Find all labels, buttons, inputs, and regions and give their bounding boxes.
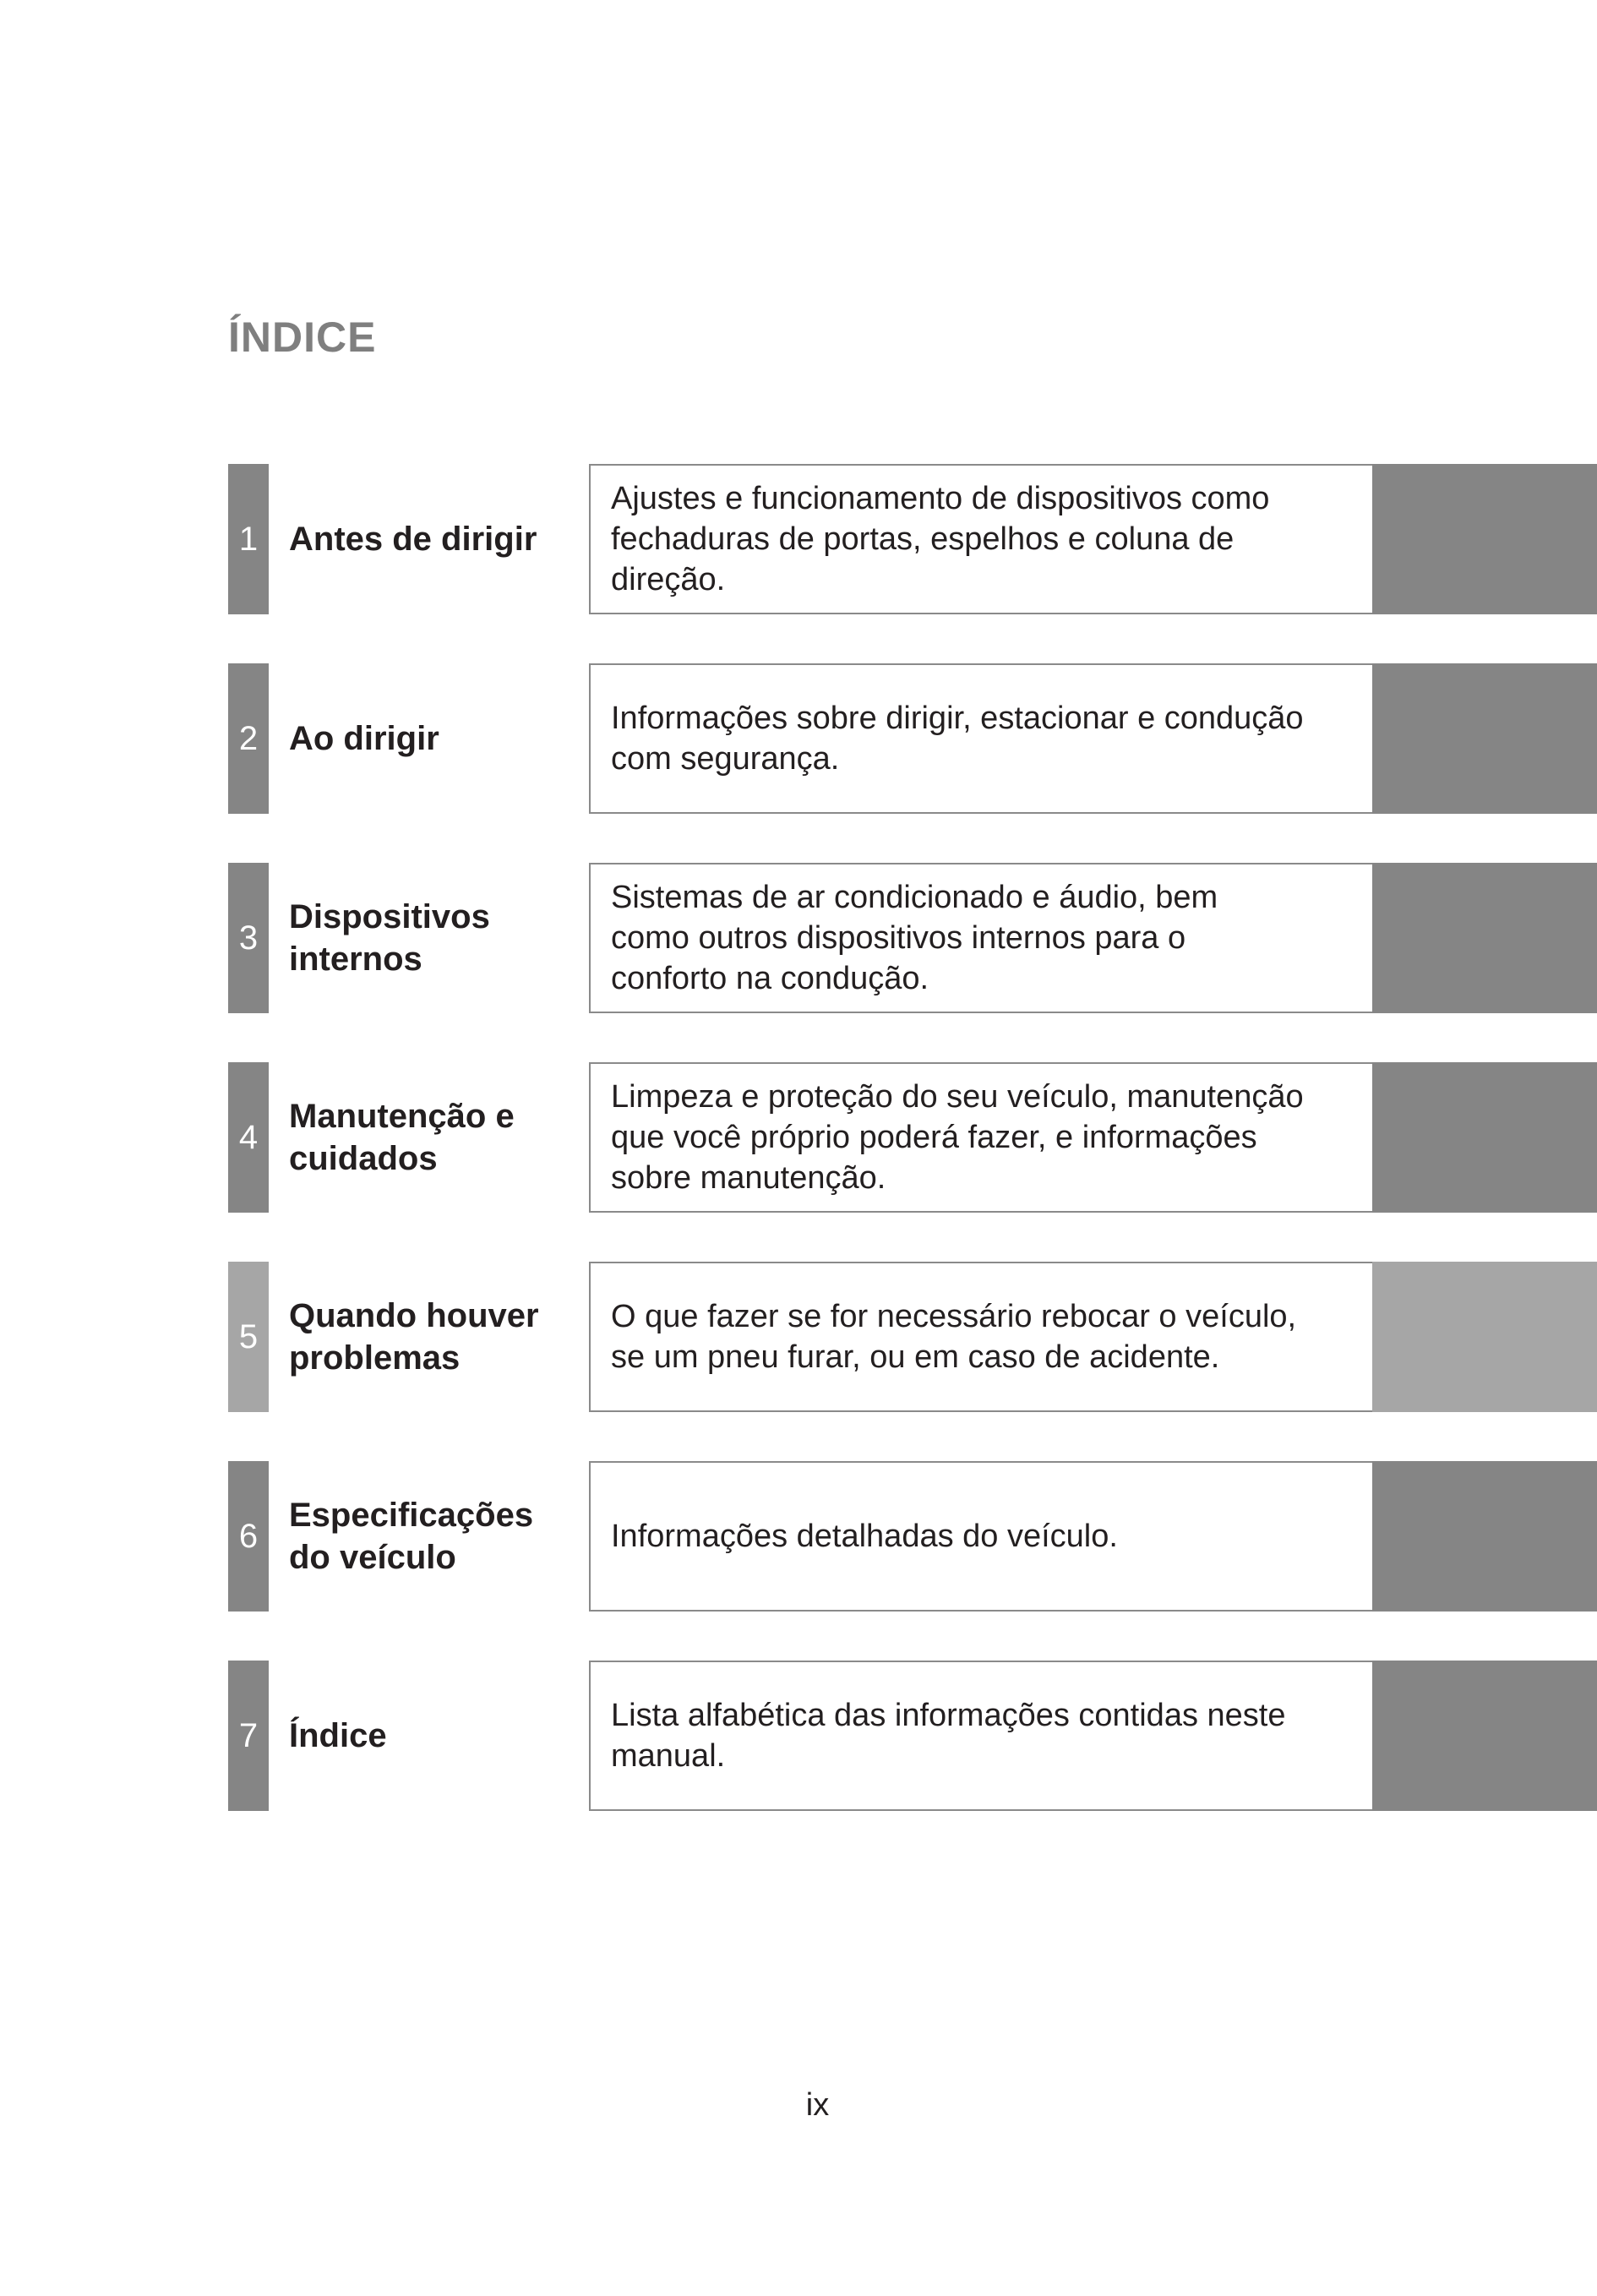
page-title: ÍNDICE xyxy=(228,314,377,361)
toc-row-chapter-3[interactable] xyxy=(228,863,1597,1013)
chapter-description: Sistemas de ar condicionado e áudio, bem como outros dispositivos internos para o conforto na condução. xyxy=(611,880,1218,996)
chapter-description-box xyxy=(589,1661,1374,1811)
toc-row-chapter-7[interactable] xyxy=(228,1661,1597,1811)
chapter-description-box xyxy=(589,863,1374,1013)
chapter-thumb-tab xyxy=(1372,1661,1597,1811)
chapter-title[interactable]: Antes de dirigir xyxy=(289,521,537,558)
toc-row-chapter-4[interactable] xyxy=(228,1062,1597,1213)
chapter-number-tab: 5 xyxy=(228,1262,269,1412)
chapter-title[interactable]: Ao dirigir xyxy=(289,720,439,757)
chapter-description: O que fazer se for necessário rebocar o veículo, se um pneu furar, ou em caso de acidente. xyxy=(611,1299,1297,1375)
chapter-title[interactable]: Quando houver problemas xyxy=(289,1297,539,1377)
chapter-description: Lista alfabética das informações contidas neste manual. xyxy=(611,1698,1286,1774)
chapter-thumb-tab xyxy=(1372,1262,1597,1412)
toc-row-chapter-1[interactable] xyxy=(228,464,1597,614)
chapter-thumb-tab xyxy=(1372,863,1597,1013)
chapter-number-tab: 1 xyxy=(228,464,269,614)
chapter-description-box xyxy=(589,1262,1374,1412)
chapter-number-tab: 2 xyxy=(228,663,269,814)
chapter-thumb-tab xyxy=(1372,1461,1597,1612)
chapter-title[interactable]: Especificações do veículo xyxy=(289,1497,534,1576)
chapter-description: Ajustes e funcionamento de dispositivos como fechaduras de portas, espelhos e coluna de direção. xyxy=(611,481,1270,597)
toc-row-chapter-2[interactable] xyxy=(228,663,1597,814)
chapter-description-box xyxy=(589,464,1374,614)
chapter-thumb-tab xyxy=(1372,464,1597,614)
page-number: ix xyxy=(805,2087,830,2123)
chapter-title[interactable]: Manutenção e cuidados xyxy=(289,1098,515,1177)
chapter-title[interactable]: Dispositivos internos xyxy=(289,898,490,978)
chapter-description-box xyxy=(589,663,1374,814)
toc-row-chapter-6[interactable] xyxy=(228,1461,1597,1612)
chapter-number-tab: 6 xyxy=(228,1461,269,1612)
chapter-thumb-tab xyxy=(1372,663,1597,814)
chapter-title[interactable]: Índice xyxy=(289,1717,387,1754)
chapter-thumb-tab xyxy=(1372,1062,1597,1213)
chapter-description: Informações sobre dirigir, estacionar e condução com segurança. xyxy=(611,701,1304,777)
chapter-description: Informações detalhadas do veículo. xyxy=(611,1519,1118,1554)
chapter-description-box xyxy=(589,1461,1374,1612)
chapter-description-box xyxy=(589,1062,1374,1213)
chapter-number-tab: 3 xyxy=(228,863,269,1013)
chapter-number-tab: 4 xyxy=(228,1062,269,1213)
toc-row-chapter-5[interactable] xyxy=(228,1262,1597,1412)
chapter-description: Limpeza e proteção do seu veículo, manutenção que você próprio poderá fazer, e informações sobre manutenção. xyxy=(611,1079,1304,1196)
chapter-number-tab: 7 xyxy=(228,1661,269,1811)
